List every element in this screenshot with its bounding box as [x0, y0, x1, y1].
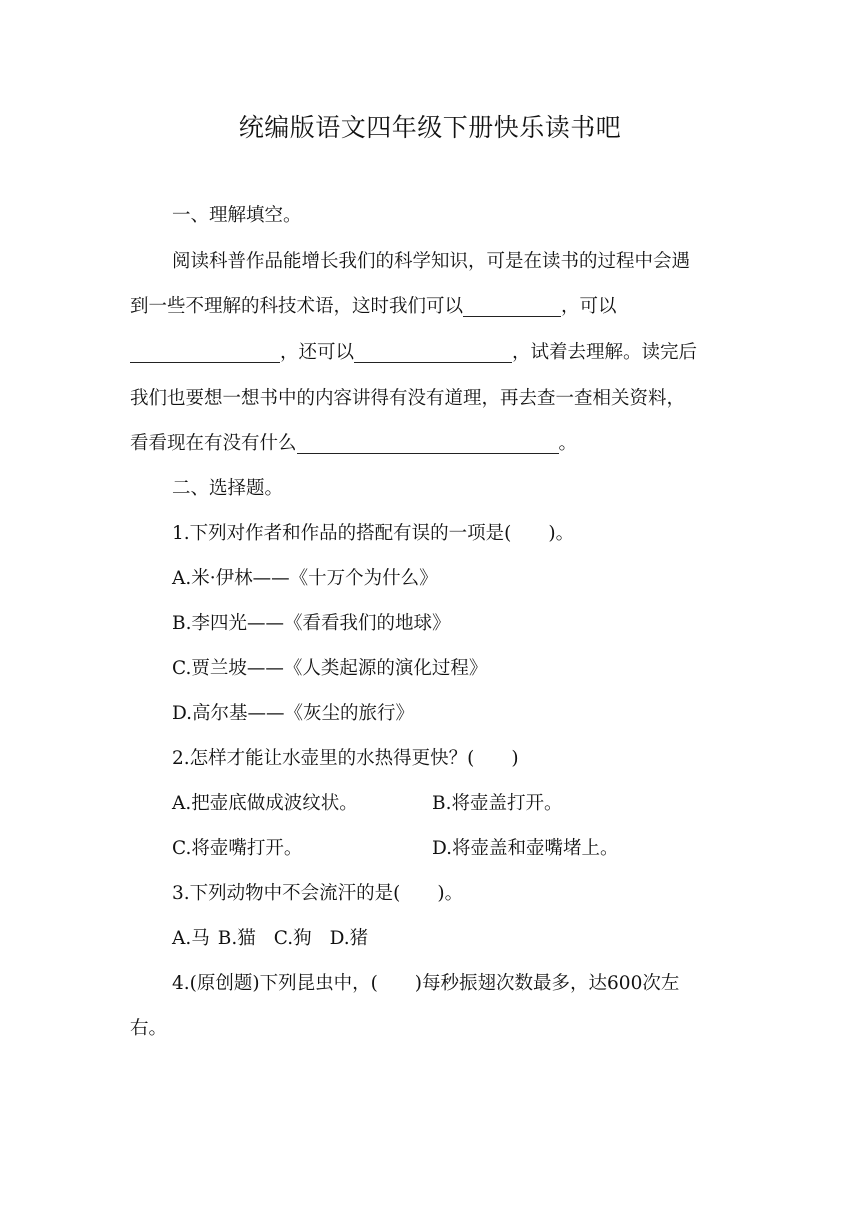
text-fragment: 看看现在有没有什么 — [130, 433, 297, 454]
section1-paragraph-line1: 阅读科普作品能增长我们的科学知识，可是在读书的过程中会遇 — [172, 251, 691, 272]
question-3-option-c[interactable]: C.狗 — [273, 928, 312, 949]
section1-heading: 一、理解填空。 — [172, 205, 302, 226]
page-title: 统编版语文四年级下册快乐读书吧 — [238, 113, 622, 142]
question-2-stem: 2.怎样才能让水壶里的水热得更快？( ) — [172, 748, 519, 769]
text-fragment: ，还可以 — [280, 342, 355, 363]
text-fragment: ，可以 — [561, 296, 617, 317]
question-2-option-b[interactable]: B.将壶盖打开。 — [432, 793, 563, 814]
text-fragment: ，试着去理解。读完后 — [512, 342, 698, 363]
question-3-options-row — [172, 924, 735, 954]
question-2-options-row1 — [172, 789, 735, 819]
text-fragment: 。 — [558, 433, 578, 454]
question-4-line2: 右。 — [130, 1018, 168, 1039]
question-3-option-a[interactable]: A.马 — [172, 928, 210, 949]
fill-blank-2[interactable] — [130, 343, 280, 363]
fill-blank-4[interactable] — [297, 434, 559, 454]
fill-blank-1[interactable] — [463, 297, 561, 317]
question-3-stem: 3.下列动物中不会流汗的是( )。 — [172, 883, 464, 904]
question-3-option-b[interactable]: B.猫 — [217, 928, 256, 949]
text-fragment: 到一些不理解的科技术语，这时我们可以 — [130, 296, 464, 317]
question-2-option-d[interactable]: D.将壶盖和壶嘴堵上。 — [432, 838, 619, 859]
fill-blank-3[interactable] — [354, 343, 512, 363]
question-3-option-d[interactable]: D.猪 — [329, 928, 369, 949]
section2-heading: 二、选择题。 — [172, 478, 284, 499]
question-4-line1: 4.(原创题)下列昆虫中，( )每秒振翅次数最多，达600次左 — [172, 973, 680, 994]
question-1-option-c[interactable]: C.贾兰坡——《人类起源的演化过程》 — [172, 658, 488, 679]
question-2-option-c[interactable]: C.将壶嘴打开。 — [172, 838, 303, 859]
section1-paragraph-line2 — [130, 292, 735, 322]
question-1-option-d[interactable]: D.高尔基——《灰尘的旅行》 — [172, 703, 415, 724]
section1-paragraph-line5 — [130, 429, 735, 459]
question-2-option-a[interactable]: A.把壶底做成波纹状。 — [172, 793, 358, 814]
question-1-option-b[interactable]: B.李四光——《看看我们的地球》 — [172, 613, 451, 634]
question-1-stem: 1.下列对作者和作品的搭配有误的一项是( )。 — [172, 523, 575, 544]
section1-paragraph-line4: 我们也要想一想书中的内容讲得有没有道理，再去查一查相关资料， — [130, 388, 686, 409]
section1-paragraph-line3 — [130, 338, 735, 368]
question-1-option-a[interactable]: A.米·伊林——《十万个为什么》 — [172, 568, 438, 589]
question-2-options-row2 — [172, 834, 735, 864]
